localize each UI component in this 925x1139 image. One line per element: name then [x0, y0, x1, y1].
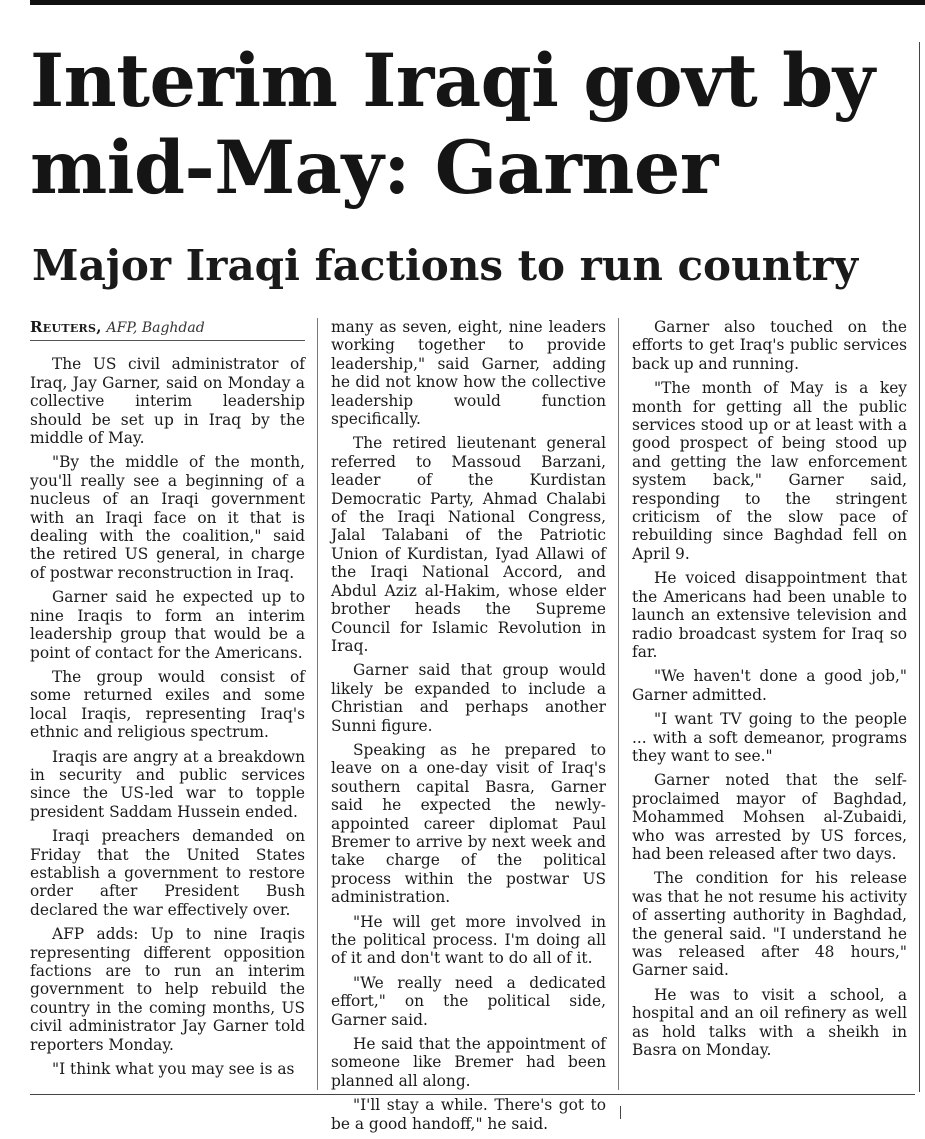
paragraph: "We haven't done a good job," Garner admitted.	[632, 667, 907, 704]
bottom-column-tick	[620, 1106, 621, 1119]
bottom-rule	[30, 1094, 915, 1095]
paragraph: "I think what you may see is as	[52, 1060, 295, 1079]
paragraph: "He will get more involved in the political process. I'm doing all of it and don't want to do all of it.	[331, 912, 606, 968]
article-column-1	[30, 318, 305, 1084]
paragraph: AFP adds: Up to nine Iraqis representing different opposition factions are to run an interim government to help rebuild the country in the coming months, US civil administrator Jay Garner told reporters Monday.	[30, 925, 305, 1054]
top-rule	[30, 0, 925, 5]
paragraph: "I'll stay a while. There's got to be a good handoff," he said.	[331, 1096, 606, 1133]
paragraph: Iraqi preachers demanded on Friday that the United States establish a government to restore order after President Bush declared the war effectively over.	[30, 827, 305, 919]
paragraph: many as seven, eight, nine leaders working together to provide leadership," said Garner, adding he did not know how the collective leadership would function specifically.	[331, 318, 606, 429]
column-divider	[618, 318, 619, 1090]
byline	[30, 318, 305, 341]
paragraph: The group would consist of some returned exiles and some local Iraqis, representing Iraq's ethnic and religious spectrum.	[30, 667, 305, 742]
paragraph: Iraqis are angry at a breakdown in security and public services since the US-led war to topple president Saddam Hussein ended.	[30, 747, 305, 821]
paragraph: Speaking as he prepared to leave on a one-day visit of Iraq's southern capital Basra, Garner said he expected the newly-appointed career diplomat Paul Bremer to arrive by next week and take charge of the political process within the postwar US administration.	[331, 740, 606, 907]
paragraph: Garner said he expected up to nine Iraqis to form an interim leadership group that would be a point of contact for the Americans.	[30, 588, 305, 662]
paragraph: "The month of May is a key month for getting all the public services stood up or at least with a good prospect of being stood up and getting the law enforcement system back," Garner said, responding to the stringent criticism of the slow pace of rebuilding since Baghdad fell on April 9.	[632, 379, 907, 563]
column-divider	[317, 318, 318, 1090]
article-column-2	[331, 318, 606, 1139]
byline-agency: Reuters,	[30, 318, 102, 336]
paragraph: "By the middle of the month, you'll really see a beginning of a nucleus of an Iraqi government with an Iraqi face on it that is dealing with the coalition," said the retired US general, in charge of postwar reconstruction in Iraq.	[30, 453, 305, 582]
paragraph: "We really need a dedicated effort," on the political side, Garner said.	[331, 973, 606, 1029]
paragraph: Garner noted that the self-proclaimed mayor of Baghdad, Mohammed Mohsen al-Zubaidi, who was arrested by US forces, had been released after two days.	[632, 771, 907, 863]
paragraph: The condition for his release was that he not resume his activity of asserting authority in Baghdad, the general said. "I understand he was released after 48 hours," Garner said.	[632, 869, 907, 980]
paragraph: He was to visit a school, a hospital and an oil refinery as well as hold talks with a sheikh in Basra on Monday.	[632, 985, 907, 1060]
paragraph: He voiced disappointment that the Americans had been unable to launch an extensive television and radio broadcast system for Iraq so far.	[632, 569, 907, 661]
article-column-3	[632, 318, 907, 1065]
paragraph: He said that the appointment of someone like Bremer had been planned all along.	[331, 1035, 606, 1090]
headline: Interim Iraqi govt by mid-May: Garner	[30, 38, 875, 211]
paragraph: Garner also touched on the efforts to get Iraq's public services back up and running.	[632, 318, 907, 373]
paragraph: The retired lieutenant general referred to Massoud Barzani, leader of the Kurdistan Democratic Party, Ahmad Chalabi of the Iraqi National Congress, Jalal Talabani of the Patriotic Union of Kurdistan, Iyad Allawi of the Iraqi National Accord, and Abdul Aziz al-Hakim, whose elder brother heads the Supreme Council for Islamic Revolution in Iraq.	[331, 434, 606, 655]
byline-place: AFP, Baghdad	[106, 320, 205, 336]
paragraph: The US civil administrator of Iraq, Jay Garner, said on Monday a collective interim leadership should be set up in Iraq by the middle of May.	[30, 355, 305, 448]
subheadline: Major Iraqi factions to run country	[32, 241, 859, 290]
paragraph: Garner said that group would likely be expanded to include a Christian and perhaps another Sunni figure.	[331, 661, 606, 735]
paragraph: "I want TV going to the people ... with a soft demeanor, programs they want to see."	[632, 710, 907, 765]
